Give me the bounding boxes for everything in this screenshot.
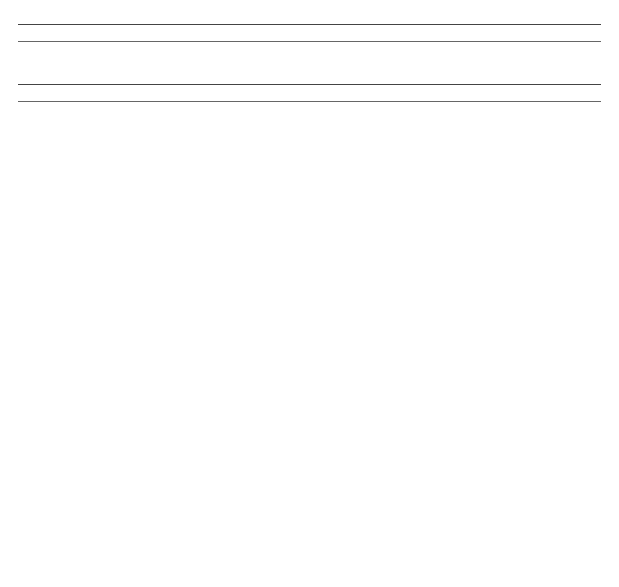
table2-header-row	[18, 85, 601, 102]
table2-column-header	[18, 85, 135, 102]
table1-column-header	[382, 25, 455, 42]
table2-column-header	[368, 85, 485, 102]
table2-column-header	[251, 85, 368, 102]
table1	[18, 24, 601, 42]
table1-column-header	[18, 25, 91, 42]
table1-column-header	[310, 25, 383, 42]
table1-column-header	[237, 25, 310, 42]
table2-column-header	[135, 85, 252, 102]
table1-column-header	[528, 25, 601, 42]
table2-caption	[18, 68, 601, 84]
table2-column-header	[484, 85, 601, 102]
section-heading	[18, 46, 601, 68]
table1-column-header	[164, 25, 237, 42]
footnote	[18, 106, 601, 122]
table1-caption	[18, 8, 601, 24]
table2	[18, 84, 601, 102]
table1-header-row	[18, 25, 601, 42]
table1-column-header	[91, 25, 164, 42]
table1-column-header	[455, 25, 528, 42]
